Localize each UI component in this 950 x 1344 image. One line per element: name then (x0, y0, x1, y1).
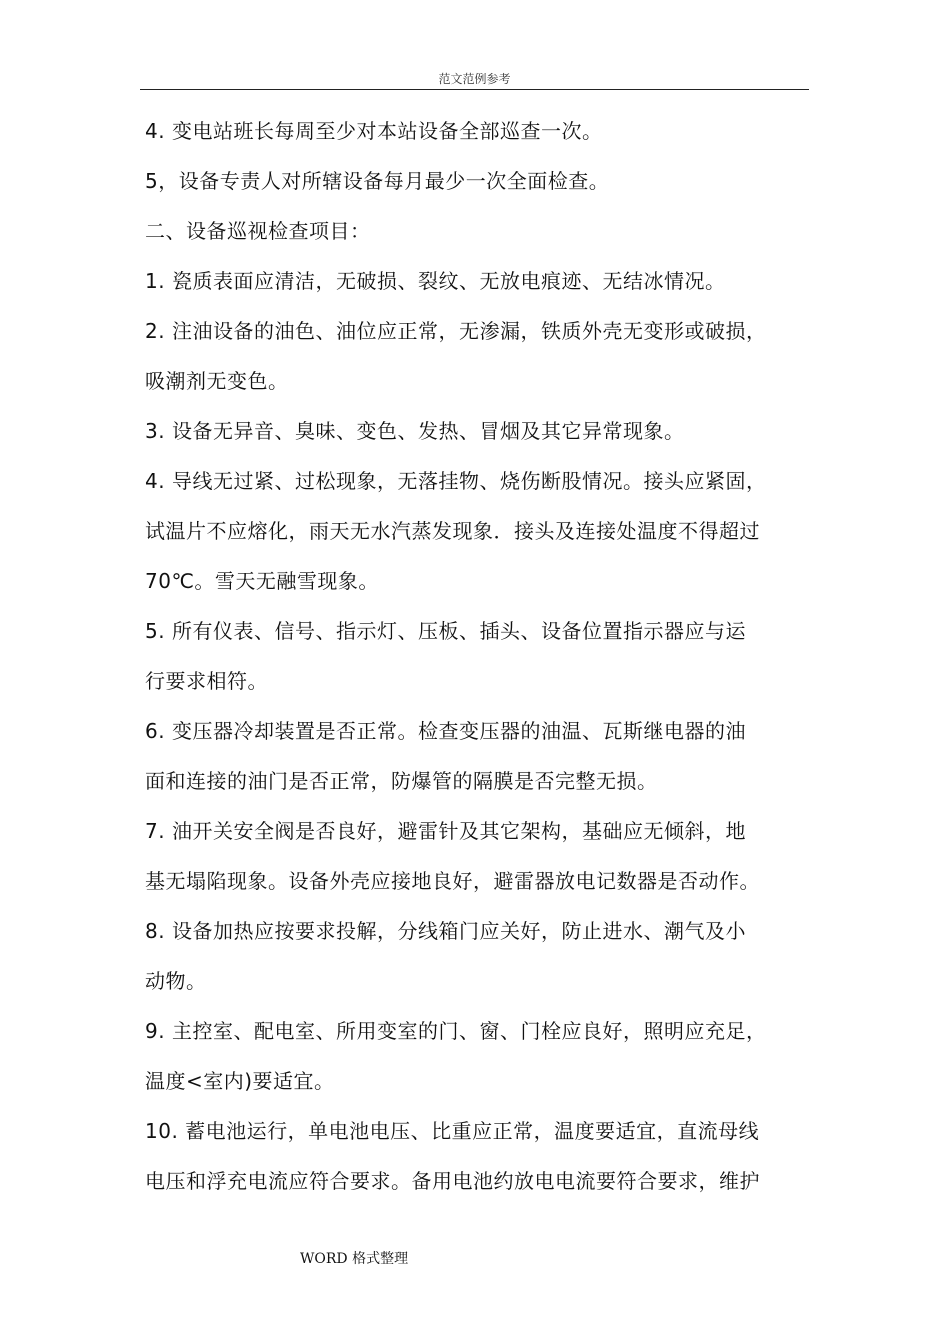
section-heading: 二、设备巡视检查项目： (145, 219, 371, 243)
text-line: 7. 油开关安全阀是否良好，避雷针及其它架构，基础应无倾斜，地 (145, 819, 746, 843)
text-line: 行要求相符。 (145, 669, 268, 693)
page-footer: WORD 格式整理 (300, 1251, 409, 1267)
text-line: 吸潮剂无变色。 (145, 369, 289, 393)
text-line: 试温片不应熔化，雨天无水汽蒸发现象．接头及连接处温度不得超过 (145, 519, 760, 543)
text-line: 3. 设备无异音、臭味、变色、发热、冒烟及其它异常现象。 (145, 419, 685, 443)
text-line: 4. 变电站班长每周至少对本站设备全部巡查一次。 (145, 119, 603, 143)
text-line: 温度<室内)要适宜。 (145, 1069, 335, 1093)
text-line: 1. 瓷质表面应清洁，无破损、裂纹、无放电痕迹、无结冰情况。 (145, 269, 726, 293)
text-line: 2. 注油设备的油色、油位应正常，无渗漏，铁质外壳无变形或破损， (145, 319, 767, 343)
text-line: 5. 所有仪表、信号、指示灯、压板、插头、设备位置指示器应与运 (145, 619, 746, 643)
text-line: 6. 变压器冷却装置是否正常。检查变压器的油温、瓦斯继电器的油 (145, 719, 746, 743)
text-line: 5，设备专责人对所辖设备每月最少一次全面检查。 (145, 169, 610, 193)
text-line: 面和连接的油门是否正常，防爆管的隔膜是否完整无损。 (145, 769, 658, 793)
text-line: 4. 导线无过紧、过松现象，无落挂物、烧伤断股情况。接头应紧固， (145, 469, 767, 493)
document-body (145, 106, 815, 1206)
page-header: 范文范例参考 (140, 72, 809, 90)
text-line: 70℃。雪天无融雪现象。 (145, 569, 379, 593)
text-line: 电压和浮充电流应符合要求。备用电池约放电电流要符合要求，维护 (145, 1169, 760, 1193)
text-line: 10. 蓄电池运行，单电池电压、比重应正常，温度要适宜，直流母线 (145, 1119, 760, 1143)
text-line: 9. 主控室、配电室、所用变室的门、窗、门栓应良好，照明应充足， (145, 1019, 767, 1043)
text-line: 8. 设备加热应按要求投解，分线箱门应关好，防止进水、潮气及小 (145, 919, 746, 943)
text-line: 动物。 (145, 969, 207, 993)
text-line: 基无塌陷现象。设备外壳应接地良好，避雷器放电记数器是否动作。 (145, 869, 760, 893)
